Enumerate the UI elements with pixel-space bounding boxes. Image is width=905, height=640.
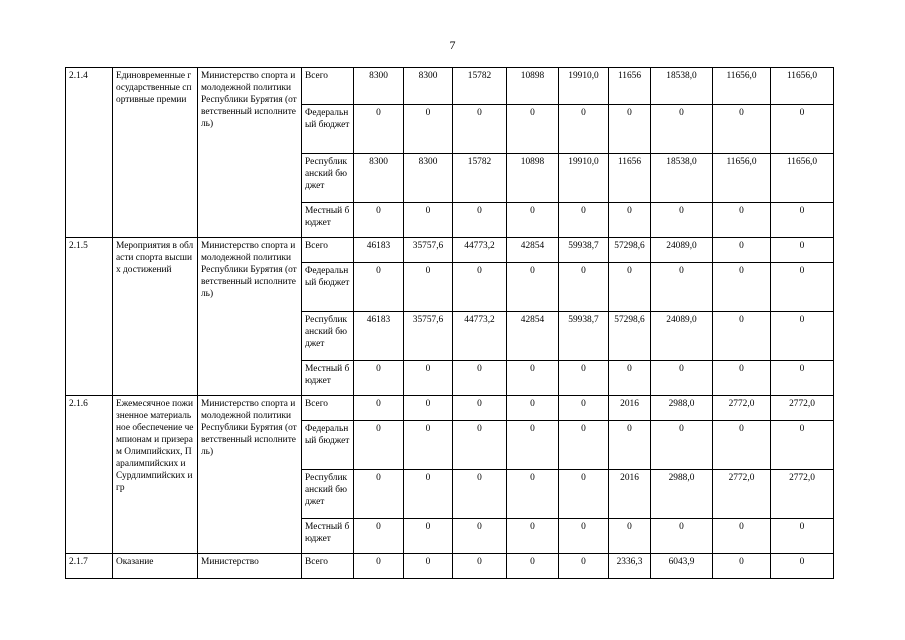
funding-source: Республиканский бюджет xyxy=(302,312,354,361)
value-cell: 8300 xyxy=(354,68,404,105)
value-cell: 0 xyxy=(453,361,507,396)
row-activity-name: Единовременные государственные спортивные премии xyxy=(113,68,198,238)
table-body xyxy=(66,68,834,579)
value-cell: 0 xyxy=(453,396,507,421)
value-cell: 10898 xyxy=(507,68,559,105)
funding-source: Федеральный бюджет xyxy=(302,105,354,154)
value-cell: 0 xyxy=(771,361,834,396)
row-code: 2.1.6 xyxy=(66,396,113,554)
value-cell: 0 xyxy=(453,519,507,554)
value-cell: 0 xyxy=(609,105,651,154)
value-cell: 11656 xyxy=(609,154,651,203)
value-cell: 2016 xyxy=(609,396,651,421)
value-cell: 11656 xyxy=(609,68,651,105)
value-cell: 10898 xyxy=(507,154,559,203)
value-cell: 0 xyxy=(713,203,771,238)
value-cell: 8300 xyxy=(404,68,453,105)
value-cell: 0 xyxy=(713,519,771,554)
value-cell: 0 xyxy=(404,361,453,396)
value-cell: 0 xyxy=(559,519,609,554)
value-cell: 0 xyxy=(651,263,713,312)
value-cell: 0 xyxy=(713,312,771,361)
value-cell: 2016 xyxy=(609,470,651,519)
value-cell: 0 xyxy=(507,396,559,421)
value-cell: 0 xyxy=(507,361,559,396)
value-cell: 0 xyxy=(404,396,453,421)
value-cell: 0 xyxy=(771,554,834,579)
value-cell: 0 xyxy=(713,361,771,396)
value-cell: 18538,0 xyxy=(651,154,713,203)
value-cell: 2988,0 xyxy=(651,396,713,421)
value-cell: 0 xyxy=(507,554,559,579)
value-cell: 15782 xyxy=(453,68,507,105)
table-row xyxy=(66,396,834,421)
value-cell: 2772,0 xyxy=(713,396,771,421)
value-cell: 0 xyxy=(453,105,507,154)
value-cell: 0 xyxy=(609,361,651,396)
value-cell: 0 xyxy=(771,312,834,361)
value-cell: 0 xyxy=(771,238,834,263)
value-cell: 8300 xyxy=(404,154,453,203)
value-cell: 0 xyxy=(771,105,834,154)
row-responsible-org: Министерство спорта и молодежной политики Республики Бурятия (ответственный исполнитель) xyxy=(198,396,302,554)
funding-source: Федеральный бюджет xyxy=(302,421,354,470)
table-row xyxy=(66,238,834,263)
value-cell: 0 xyxy=(771,263,834,312)
value-cell: 11656,0 xyxy=(713,154,771,203)
value-cell: 46183 xyxy=(354,312,404,361)
value-cell: 42854 xyxy=(507,238,559,263)
table-row xyxy=(66,68,834,105)
value-cell: 57298,6 xyxy=(609,312,651,361)
funding-source: Республиканский бюджет xyxy=(302,470,354,519)
value-cell: 8300 xyxy=(354,154,404,203)
value-cell: 6043,9 xyxy=(651,554,713,579)
funding-source: Всего xyxy=(302,396,354,421)
value-cell: 0 xyxy=(609,519,651,554)
value-cell: 0 xyxy=(651,203,713,238)
value-cell: 0 xyxy=(651,519,713,554)
value-cell: 0 xyxy=(354,263,404,312)
value-cell: 18538,0 xyxy=(651,68,713,105)
value-cell: 46183 xyxy=(354,238,404,263)
funding-source: Всего xyxy=(302,554,354,579)
value-cell: 0 xyxy=(651,361,713,396)
value-cell: 19910,0 xyxy=(559,154,609,203)
value-cell: 0 xyxy=(507,203,559,238)
value-cell: 0 xyxy=(354,470,404,519)
row-activity-name: Мероприятия в области спорта высших достижений xyxy=(113,238,198,396)
value-cell: 24089,0 xyxy=(651,238,713,263)
row-activity-name: Оказание xyxy=(113,554,198,579)
value-cell: 0 xyxy=(453,203,507,238)
value-cell: 0 xyxy=(354,396,404,421)
value-cell: 0 xyxy=(507,519,559,554)
value-cell: 0 xyxy=(609,421,651,470)
value-cell: 0 xyxy=(507,263,559,312)
value-cell: 0 xyxy=(559,470,609,519)
value-cell: 44773,2 xyxy=(453,312,507,361)
value-cell: 0 xyxy=(559,396,609,421)
funding-source: Местный бюджет xyxy=(302,361,354,396)
value-cell: 0 xyxy=(404,554,453,579)
value-cell: 0 xyxy=(354,554,404,579)
value-cell: 59938,7 xyxy=(559,238,609,263)
value-cell: 0 xyxy=(354,105,404,154)
value-cell: 0 xyxy=(651,421,713,470)
value-cell: 0 xyxy=(651,105,713,154)
value-cell: 0 xyxy=(609,263,651,312)
value-cell: 35757,6 xyxy=(404,312,453,361)
value-cell: 0 xyxy=(404,421,453,470)
value-cell: 2772,0 xyxy=(771,396,834,421)
value-cell: 0 xyxy=(771,519,834,554)
value-cell: 0 xyxy=(453,421,507,470)
value-cell: 0 xyxy=(559,263,609,312)
value-cell: 0 xyxy=(559,554,609,579)
value-cell: 2772,0 xyxy=(771,470,834,519)
value-cell: 2988,0 xyxy=(651,470,713,519)
value-cell: 11656,0 xyxy=(713,68,771,105)
value-cell: 0 xyxy=(404,519,453,554)
value-cell: 0 xyxy=(609,203,651,238)
value-cell: 0 xyxy=(559,361,609,396)
value-cell: 0 xyxy=(713,263,771,312)
value-cell: 0 xyxy=(713,421,771,470)
value-cell: 0 xyxy=(559,203,609,238)
funding-source: Местный бюджет xyxy=(302,203,354,238)
value-cell: 0 xyxy=(354,519,404,554)
funding-source: Местный бюджет xyxy=(302,519,354,554)
row-activity-name: Ежемесячное пожизненное материальное обеспечение чемпионам и призерам Олимпийских, Паралимпийских и Сурдлимпийских игр xyxy=(113,396,198,554)
funding-source: Федеральный бюджет xyxy=(302,263,354,312)
row-code: 2.1.5 xyxy=(66,238,113,396)
value-cell: 0 xyxy=(404,105,453,154)
value-cell: 0 xyxy=(507,421,559,470)
page-number: 7 xyxy=(449,38,456,52)
value-cell: 0 xyxy=(771,421,834,470)
value-cell: 2772,0 xyxy=(713,470,771,519)
value-cell: 0 xyxy=(713,238,771,263)
value-cell: 0 xyxy=(507,105,559,154)
value-cell: 44773,2 xyxy=(453,238,507,263)
value-cell: 0 xyxy=(771,203,834,238)
value-cell: 11656,0 xyxy=(771,68,834,105)
value-cell: 0 xyxy=(453,470,507,519)
value-cell: 57298,6 xyxy=(609,238,651,263)
value-cell: 0 xyxy=(354,203,404,238)
value-cell: 35757,6 xyxy=(404,238,453,263)
value-cell: 0 xyxy=(354,421,404,470)
value-cell: 0 xyxy=(713,105,771,154)
value-cell: 15782 xyxy=(453,154,507,203)
value-cell: 0 xyxy=(507,470,559,519)
row-responsible-org: Министерство спорта и молодежной политики Республики Бурятия (ответственный исполнитель) xyxy=(198,68,302,238)
row-responsible-org: Министерство спорта и молодежной политики Республики Бурятия (ответственный исполнитель) xyxy=(198,238,302,396)
value-cell: 19910,0 xyxy=(559,68,609,105)
budget-table xyxy=(65,67,834,579)
value-cell: 2336,3 xyxy=(609,554,651,579)
row-code: 2.1.7 xyxy=(66,554,113,579)
value-cell: 11656,0 xyxy=(771,154,834,203)
value-cell: 0 xyxy=(559,421,609,470)
funding-source: Республиканский бюджет xyxy=(302,154,354,203)
row-code: 2.1.4 xyxy=(66,68,113,238)
table-row xyxy=(66,554,834,579)
value-cell: 24089,0 xyxy=(651,312,713,361)
value-cell: 0 xyxy=(404,203,453,238)
value-cell: 42854 xyxy=(507,312,559,361)
value-cell: 0 xyxy=(354,361,404,396)
value-cell: 59938,7 xyxy=(559,312,609,361)
value-cell: 0 xyxy=(404,263,453,312)
value-cell: 0 xyxy=(453,554,507,579)
row-responsible-org: Министерство xyxy=(198,554,302,579)
funding-source: Всего xyxy=(302,238,354,263)
value-cell: 0 xyxy=(453,263,507,312)
value-cell: 0 xyxy=(559,105,609,154)
value-cell: 0 xyxy=(713,554,771,579)
value-cell: 0 xyxy=(404,470,453,519)
funding-source: Всего xyxy=(302,68,354,105)
